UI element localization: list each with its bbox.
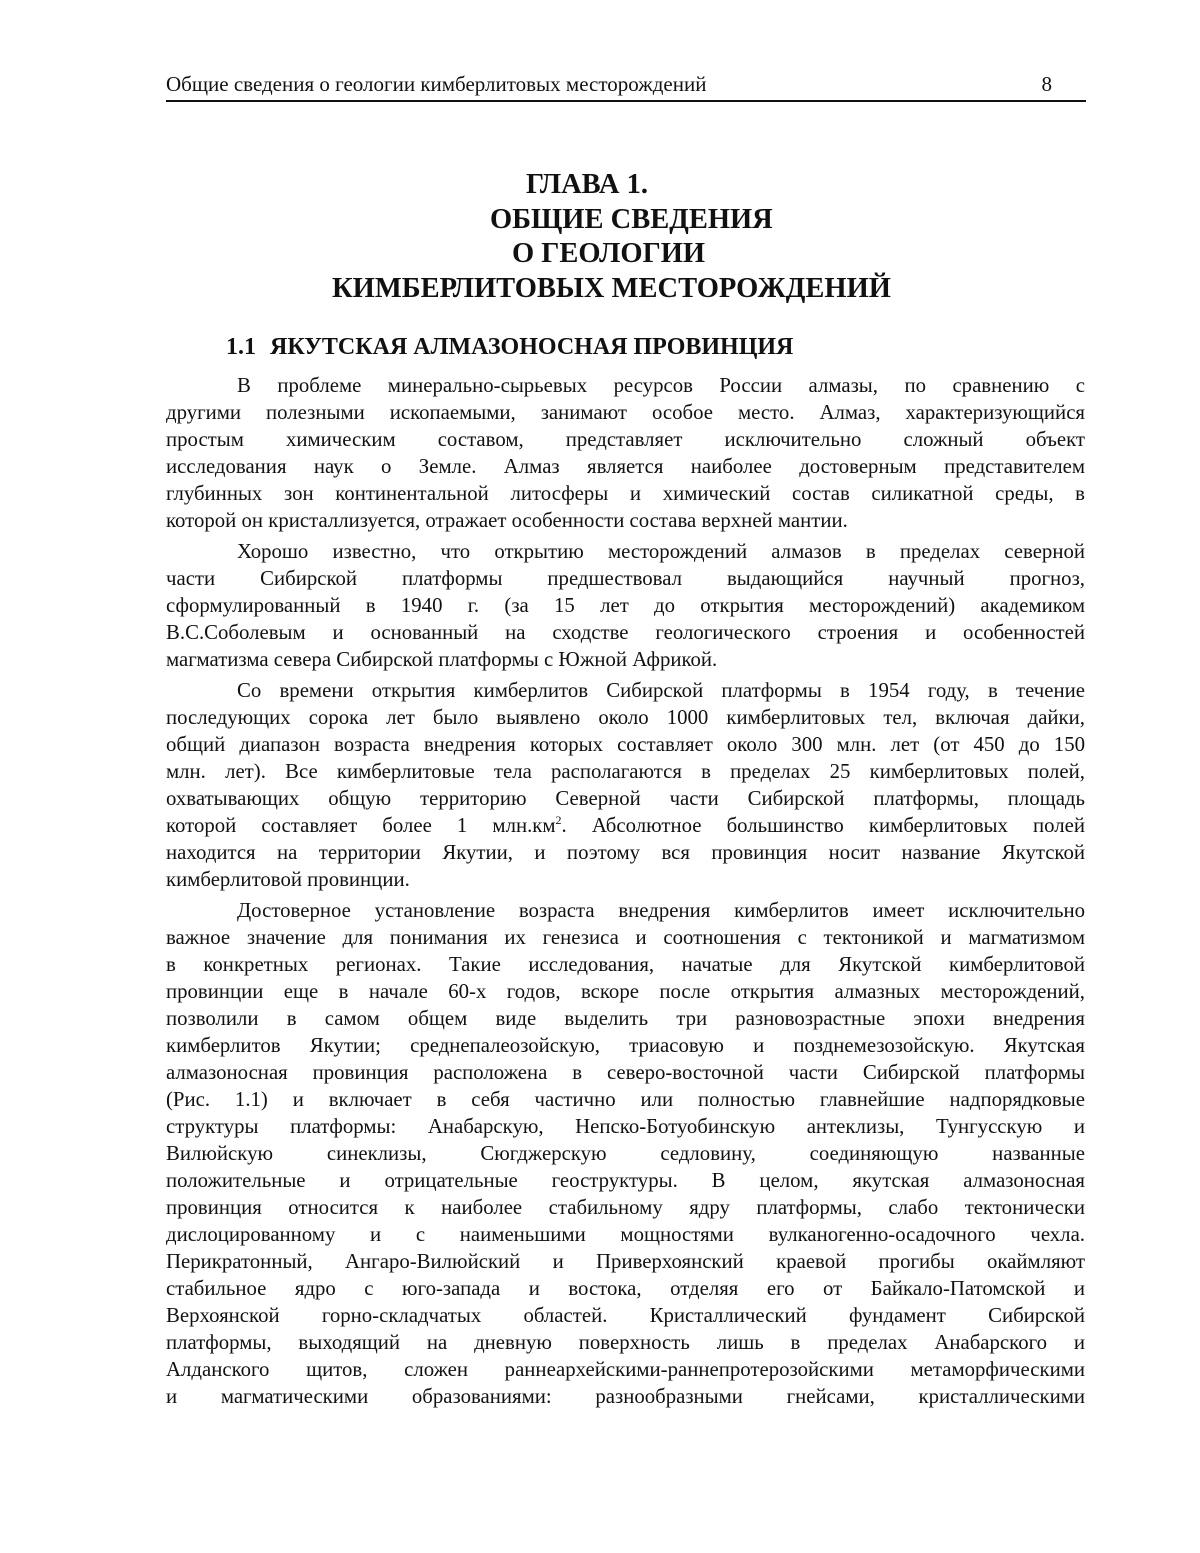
text-line: исследования наук о Земле. Алмаз является наиболее достоверным представителем (166, 455, 1085, 478)
text-line: структуры платформы: Анабарскую, Непско-Ботуобинскую антеклизы, Тунгусскую и (166, 1115, 1085, 1138)
text-line: платформы, выходящий на дневную поверхность лишь в пределах Анабарского и (166, 1331, 1085, 1354)
text-line-with-superscript (166, 812, 1085, 839)
text-fragment: . Абсолютное большинство кимберлитовых полей (561, 814, 1085, 837)
text-line: магматизма севера Сибирской платформы с Южной Африкой. (166, 648, 718, 671)
text-line: которой он кристаллизуется, отражает особенности состава верхней мантии. (166, 509, 848, 532)
text-line: кимберлитовой провинции. (166, 868, 410, 891)
text-line: положительные и отрицательные геоструктуры. В целом, якутская алмазоносная (166, 1169, 1085, 1192)
text-line: (Рис. 1.1) и включает в себя частично или полностью главнейшие надпорядковые (166, 1088, 1085, 1111)
running-title: Общие сведения о геологии кимберлитовых месторождений (166, 72, 707, 96)
chapter-heading (166, 168, 1086, 306)
text-line: В.С.Соболевым и основанный на сходстве геологического строения и особенностей (166, 621, 1085, 644)
section-title: ЯКУТСКАЯ АЛМАЗОНОСНАЯ ПРОВИНЦИЯ (270, 334, 794, 360)
text-line: глубинных зон континентальной литосферы и химический состав силикатной среды, в (166, 482, 1085, 505)
text-line: кимберлитов Якутии; среднепалеозойскую, триасовую и позднемезозойскую. Якутская (166, 1034, 1085, 1057)
section-heading (226, 334, 793, 361)
text-line: Алданского щитов, сложен раннеархейскими-раннепротерозойскими метаморфическими (166, 1358, 1085, 1381)
text-line: провинция относится к наиболее стабильному ядру платформы, слабо тектонически (166, 1196, 1085, 1219)
text-line: В проблеме минерально-сырьевых ресурсов России алмазы, по сравнению с (237, 374, 1085, 397)
text-line: Хорошо известно, что открытию месторождений алмазов в пределах северной (237, 540, 1085, 563)
page-number: 8 (1041, 72, 1052, 96)
text-line: стабильное ядро с юго-запада и востока, отделяя его от Байкало-Патомской и (166, 1277, 1085, 1300)
paragraph (166, 897, 1085, 1410)
text-line: в конкретных регионах. Такие исследования, начатые для Якутской кимберлитовой (166, 953, 1085, 976)
paragraph (166, 372, 1085, 534)
text-line: простым химическим составом, представляет исключительно сложный объект (166, 428, 1085, 451)
text-line: алмазоносная провинция расположена в северо-восточной части Сибирской платформы (166, 1061, 1085, 1084)
text-line: важное значение для понимания их генезиса и соотношения с тектоникой и магматизмом (166, 926, 1085, 949)
text-line: Перикратонный, Ангаро-Вилюйский и Приверхоянский краевой прогибы окаймляют (166, 1250, 1085, 1273)
text-line: дислоцированному и с наименьшими мощностями вулканогенно-осадочного чехла. (166, 1223, 1085, 1246)
text-line: общий диапазон возраста внедрения которых составляет около 300 млн. лет (от 450 до 150 (166, 733, 1085, 756)
text-line: Достоверное установление возраста внедрения кимберлитов имеет исключительно (237, 899, 1085, 922)
text-line: охватывающих общую территорию Северной части Сибирской платформы, площадь (166, 787, 1085, 810)
text-line: другими полезными ископаемыми, занимают особое место. Алмаз, характеризующийся (166, 401, 1085, 424)
text-line: Со времени открытия кимберлитов Сибирской платформы в 1954 году, в течение (237, 679, 1085, 702)
text-line: и магматическими образованиями: разнообразными гнейсами, кристаллическими (166, 1385, 1085, 1408)
paragraph (166, 677, 1085, 893)
chapter-title-line: ОБЩИЕ СВЕДЕНИЯ (490, 203, 773, 235)
text-line: Верхоянской горно-складчатых областей. Кристаллический фундамент Сибирской (166, 1304, 1085, 1327)
text-fragment: которой составляет более 1 млн.км (166, 814, 556, 837)
text-line: провинции еще в начале 60-х годов, вскоре после открытия алмазных месторождений, (166, 980, 1085, 1003)
text-line: находится на территории Якутии, и поэтому вся провинция носит название Якутской (166, 841, 1085, 864)
text-line: Вилюйскую синеклизы, Сюгджерскую седловину, соединяющую названные (166, 1142, 1085, 1165)
chapter-title-line: О ГЕОЛОГИИ (512, 238, 706, 269)
text-line: сформулированный в 1940 г. (за 15 лет до открытия месторождений) академиком (166, 594, 1085, 617)
text-line: части Сибирской платформы предшествовал выдающийся научный прогноз, (166, 567, 1085, 590)
text-line: позволили в самом общем виде выделить три разновозрастные эпохи внедрения (166, 1007, 1085, 1030)
text-line: последующих сорока лет было выявлено около 1000 кимберлитовых тел, включая дайки, (166, 706, 1085, 729)
running-header (166, 70, 1086, 102)
text-line: млн. лет). Все кимберлитовые тела располагаются в пределах 25 кимберлитовых полей, (166, 760, 1085, 783)
body-text (166, 372, 1085, 1414)
superscript: 2 (555, 813, 562, 827)
chapter-number: ГЛАВА 1. (526, 169, 648, 200)
section-number: 1.1 (226, 334, 256, 360)
paragraph (166, 538, 1085, 673)
chapter-title-line: КИМБЕРЛИТОВЫХ МЕСТОРОЖДЕНИЙ (332, 272, 891, 304)
